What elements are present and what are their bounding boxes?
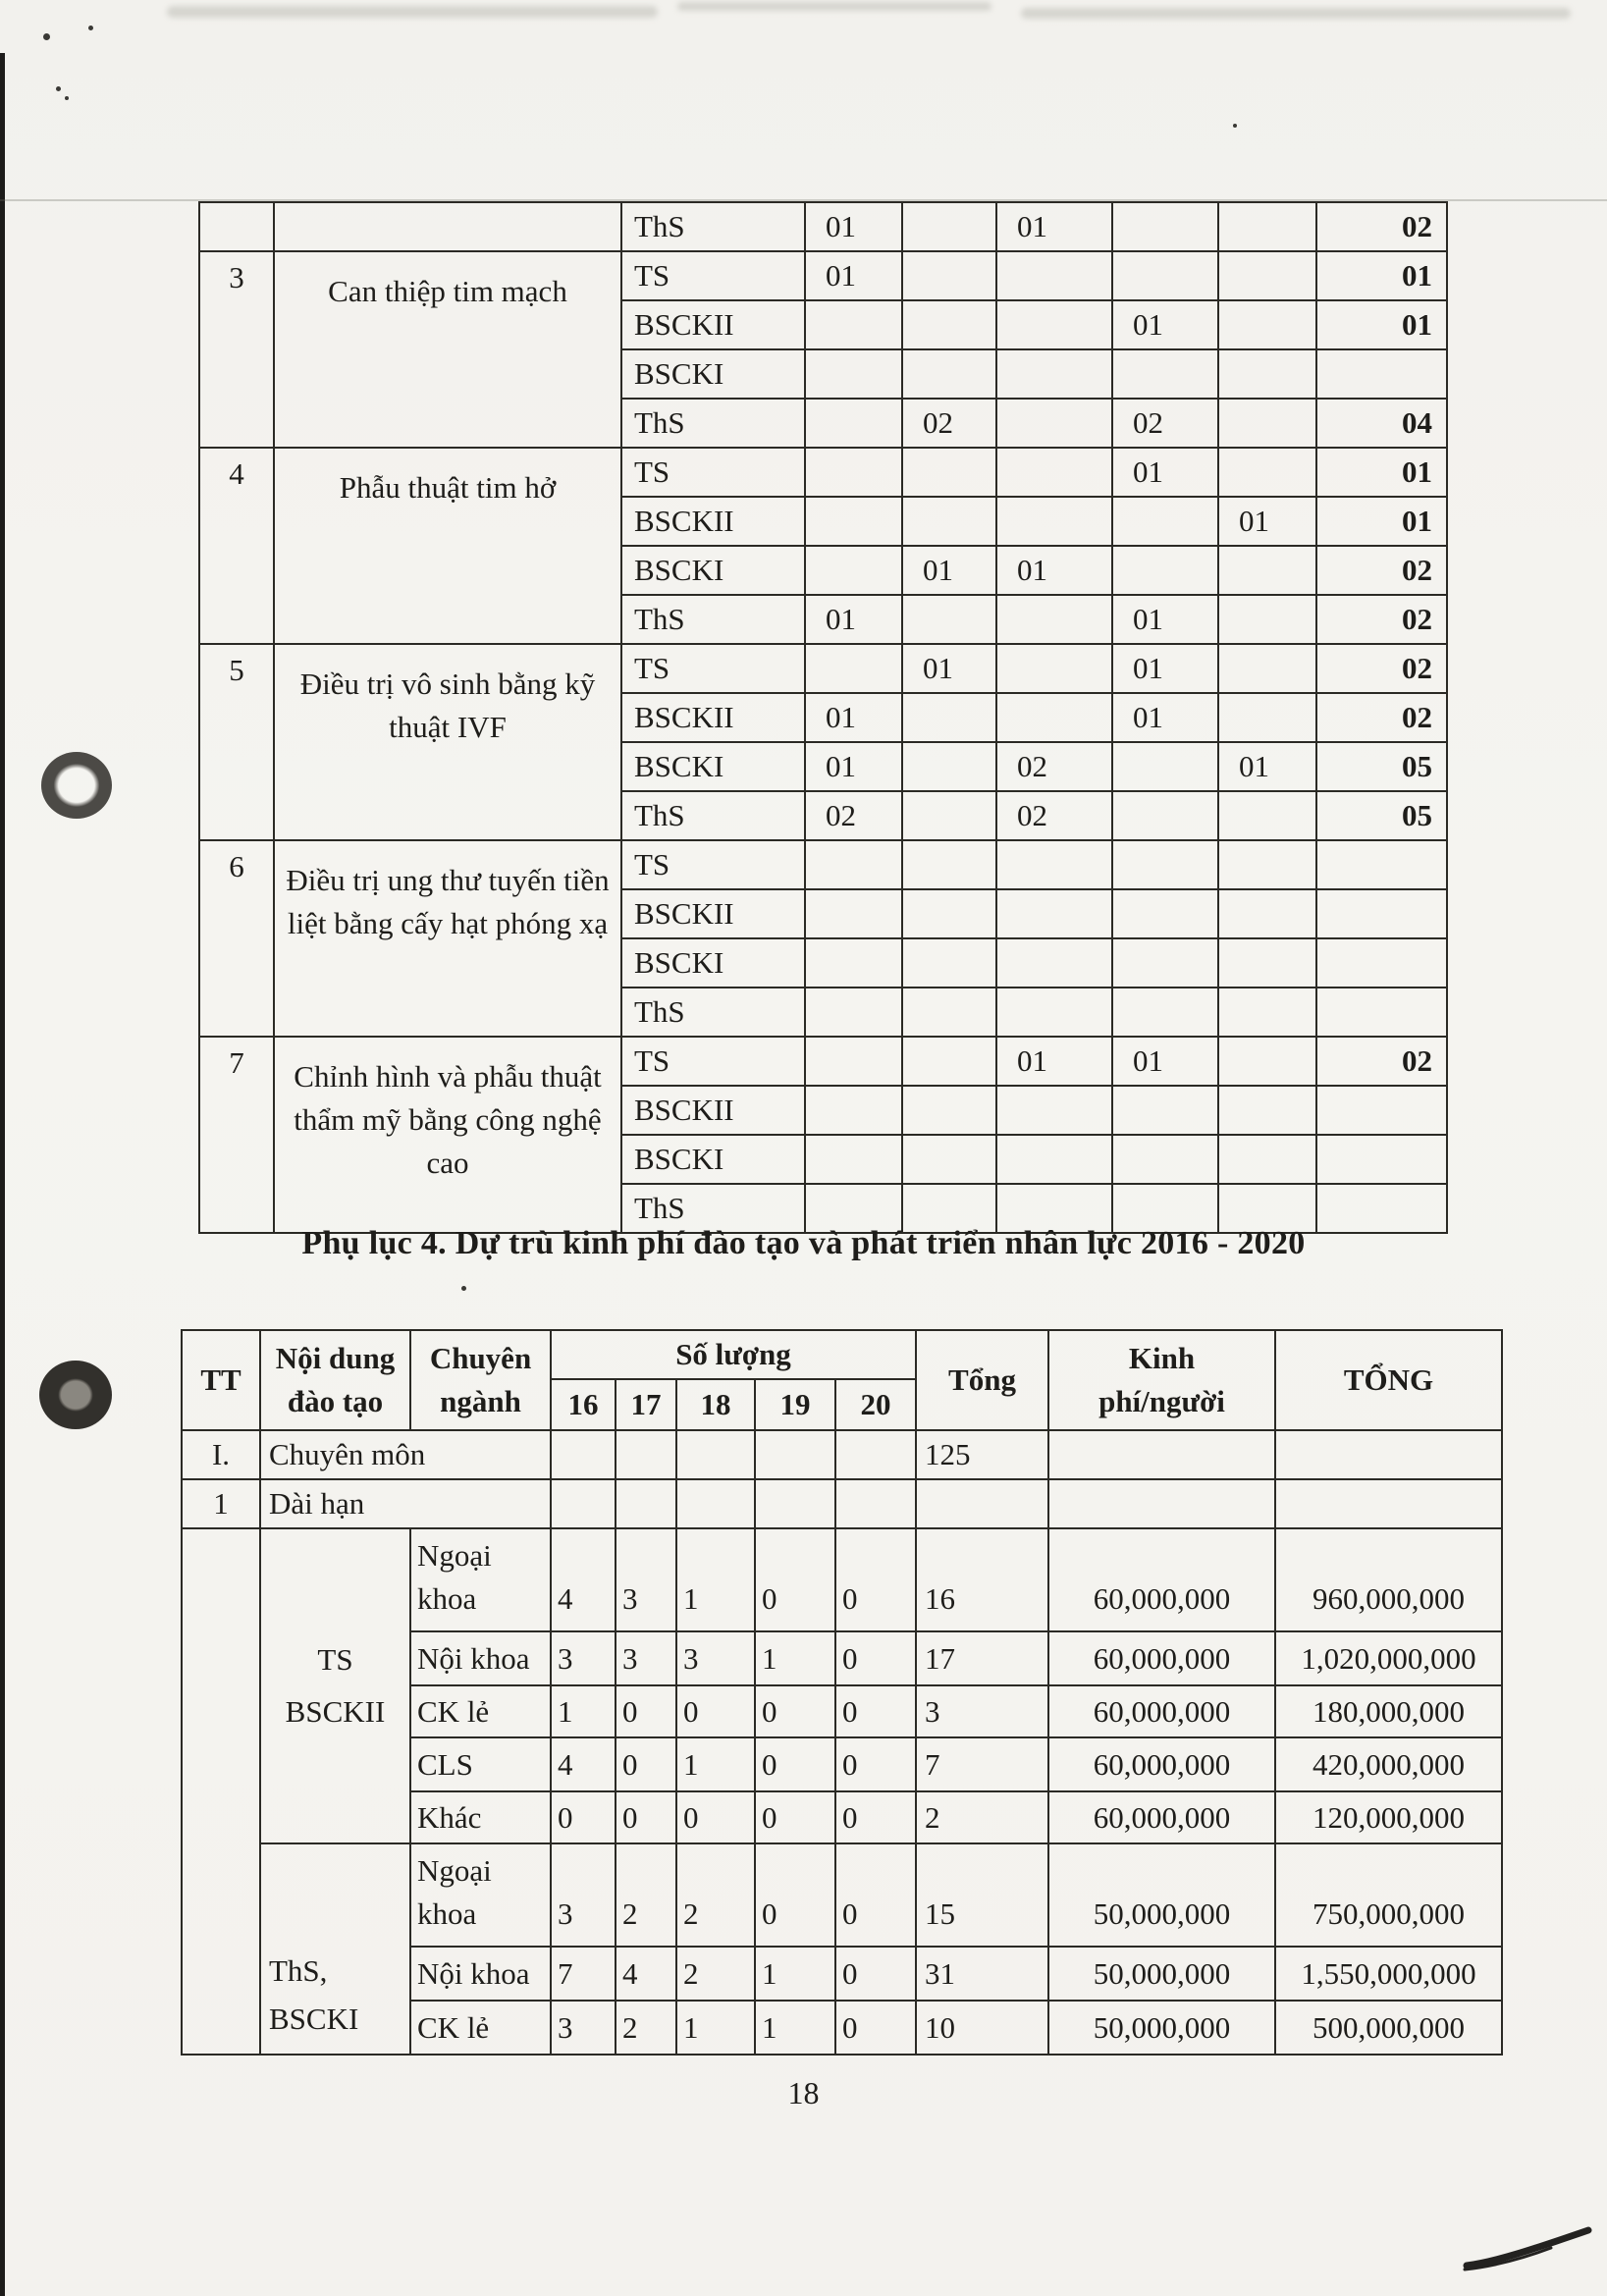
- qty-19-cell: 1: [755, 1631, 835, 1685]
- scan-dot: [65, 96, 69, 100]
- year-20-cell: [1218, 791, 1316, 840]
- header-content: Nội dung đào tạo: [260, 1330, 410, 1430]
- row-total-cell: [1316, 349, 1447, 399]
- year-16-cell: 01: [805, 742, 902, 791]
- row-number-cell: [199, 202, 274, 251]
- cost-per-person-cell: [1048, 1430, 1275, 1479]
- qty-20-cell: [835, 1430, 916, 1479]
- qty-16-cell: [551, 1479, 616, 1528]
- qty-17-cell: 0: [616, 1791, 676, 1843]
- qty-17-cell: 2: [616, 1843, 676, 1947]
- row-total-cell: 01: [1316, 251, 1447, 300]
- qty-16-cell: 0: [551, 1791, 616, 1843]
- year-19-cell: [1112, 742, 1218, 791]
- header-specialty: Chuyên ngành: [410, 1330, 551, 1430]
- header-year-16: 16: [551, 1379, 616, 1430]
- qty-20-cell: 0: [835, 1685, 916, 1737]
- year-20-cell: [1218, 988, 1316, 1037]
- year-16-cell: [805, 546, 902, 595]
- total-qty-cell: 10: [916, 2001, 1048, 2055]
- year-20-cell: [1218, 938, 1316, 988]
- header-tt: TT: [182, 1330, 260, 1430]
- year-18-cell: [996, 988, 1112, 1037]
- total-cost-cell: 500,000,000: [1275, 2001, 1502, 2055]
- year-16-cell: [805, 840, 902, 889]
- year-17-cell: [902, 693, 996, 742]
- year-16-cell: [805, 497, 902, 546]
- degree-cell: ThS: [621, 988, 805, 1037]
- year-19-cell: [1112, 349, 1218, 399]
- year-17-cell: [902, 595, 996, 644]
- year-18-cell: 02: [996, 791, 1112, 840]
- degree-cell: ThS: [621, 399, 805, 448]
- degree-cell: ThS: [621, 202, 805, 251]
- specialty-cell: Khác: [410, 1791, 551, 1843]
- year-16-cell: [805, 349, 902, 399]
- year-17-cell: [902, 938, 996, 988]
- year-17-cell: [902, 742, 996, 791]
- total-cost-cell: 180,000,000: [1275, 1685, 1502, 1737]
- degree-cell: BSCKI: [621, 742, 805, 791]
- year-17-cell: [902, 840, 996, 889]
- qty-19-cell: 0: [755, 1528, 835, 1631]
- total-qty-cell: 17: [916, 1631, 1048, 1685]
- year-17-cell: [902, 251, 996, 300]
- training-plan-table: [198, 201, 1448, 1234]
- program-name-cell: Điều trị ung thư tuyến tiền liệt bằng cấy hạt phóng xạ: [274, 840, 621, 1037]
- year-16-cell: [805, 644, 902, 693]
- year-20-cell: [1218, 251, 1316, 300]
- year-17-cell: [902, 988, 996, 1037]
- qty-16-cell: [551, 1430, 616, 1479]
- total-qty-cell: [916, 1479, 1048, 1528]
- qty-17-cell: [616, 1479, 676, 1528]
- year-19-cell: 01: [1112, 693, 1218, 742]
- year-18-cell: [996, 1086, 1112, 1135]
- qty-18-cell: [676, 1479, 755, 1528]
- year-20-cell: [1218, 693, 1316, 742]
- degree-cell: BSCKII: [621, 693, 805, 742]
- degree-cell: BSCKI: [621, 938, 805, 988]
- row-number-cell: 6: [199, 840, 274, 1037]
- row-total-cell: [1316, 988, 1447, 1037]
- qty-17-cell: 4: [616, 1947, 676, 2001]
- qty-20-cell: 0: [835, 1528, 916, 1631]
- year-20-cell: [1218, 300, 1316, 349]
- content-cell: Dài hạn: [260, 1479, 551, 1528]
- header-cost-per-person: Kinh phí/người: [1048, 1330, 1275, 1430]
- tt-cell: 1: [182, 1479, 260, 1528]
- degree-cell: BSCKII: [621, 889, 805, 938]
- specialty-cell: Ngoại khoa: [410, 1528, 551, 1631]
- row-total-cell: 05: [1316, 791, 1447, 840]
- cost-per-person-cell: [1048, 1479, 1275, 1528]
- year-18-cell: [996, 889, 1112, 938]
- degree-cell: TS: [621, 1037, 805, 1086]
- row-number-cell: 3: [199, 251, 274, 448]
- content-group-cell: ThS, BSCKI: [260, 1843, 410, 2055]
- header-year-19: 19: [755, 1379, 835, 1430]
- year-17-cell: [902, 1037, 996, 1086]
- year-18-cell: [996, 497, 1112, 546]
- year-16-cell: 01: [805, 202, 902, 251]
- header-quantity: Số lượng: [551, 1330, 916, 1379]
- program-name-cell: Can thiệp tim mạch: [274, 251, 621, 448]
- qty-17-cell: 0: [616, 1685, 676, 1737]
- year-19-cell: [1112, 251, 1218, 300]
- cost-per-person-cell: 50,000,000: [1048, 2001, 1275, 2055]
- degree-cell: BSCKII: [621, 1086, 805, 1135]
- year-19-cell: 01: [1112, 595, 1218, 644]
- year-17-cell: [902, 349, 996, 399]
- year-18-cell: [996, 349, 1112, 399]
- qty-18-cell: 0: [676, 1791, 755, 1843]
- year-17-cell: 02: [902, 399, 996, 448]
- year-18-cell: [996, 399, 1112, 448]
- year-16-cell: [805, 1086, 902, 1135]
- year-19-cell: 01: [1112, 1037, 1218, 1086]
- cost-per-person-cell: 60,000,000: [1048, 1791, 1275, 1843]
- scan-dot: [43, 33, 50, 40]
- year-20-cell: [1218, 1037, 1316, 1086]
- year-17-cell: [902, 497, 996, 546]
- year-17-cell: [902, 448, 996, 497]
- year-16-cell: [805, 938, 902, 988]
- row-total-cell: 01: [1316, 448, 1447, 497]
- punch-hole-top: [41, 752, 112, 819]
- total-cost-cell: [1275, 1430, 1502, 1479]
- punch-hole-bottom: [39, 1361, 112, 1429]
- total-qty-cell: 7: [916, 1737, 1048, 1791]
- year-18-cell: 01: [996, 1037, 1112, 1086]
- total-qty-cell: 2: [916, 1791, 1048, 1843]
- qty-20-cell: 0: [835, 1631, 916, 1685]
- year-19-cell: [1112, 546, 1218, 595]
- qty-19-cell: 0: [755, 1737, 835, 1791]
- program-name-cell: Chỉnh hình và phẫu thuật thẩm mỹ bằng công nghệ cao: [274, 1037, 621, 1233]
- year-18-cell: [996, 595, 1112, 644]
- total-qty-cell: 125: [916, 1430, 1048, 1479]
- qty-20-cell: 0: [835, 1737, 916, 1791]
- row-total-cell: 02: [1316, 1037, 1447, 1086]
- row-total-cell: 01: [1316, 300, 1447, 349]
- year-18-cell: 01: [996, 202, 1112, 251]
- tt-cell: [182, 1528, 260, 2055]
- qty-20-cell: 0: [835, 2001, 916, 2055]
- row-total-cell: 01: [1316, 497, 1447, 546]
- year-19-cell: [1112, 840, 1218, 889]
- total-qty-cell: 31: [916, 1947, 1048, 2001]
- content-group-cell: TS BSCKII: [260, 1528, 410, 1843]
- year-18-cell: [996, 840, 1112, 889]
- qty-19-cell: 1: [755, 1947, 835, 2001]
- qty-17-cell: 0: [616, 1737, 676, 1791]
- year-19-cell: [1112, 497, 1218, 546]
- qty-20-cell: 0: [835, 1843, 916, 1947]
- total-qty-cell: 3: [916, 1685, 1048, 1737]
- qty-16-cell: 4: [551, 1528, 616, 1631]
- year-20-cell: 01: [1218, 742, 1316, 791]
- total-cost-cell: 1,020,000,000: [1275, 1631, 1502, 1685]
- cost-per-person-cell: 60,000,000: [1048, 1737, 1275, 1791]
- qty-20-cell: [835, 1479, 916, 1528]
- year-17-cell: 01: [902, 546, 996, 595]
- year-20-cell: [1218, 1135, 1316, 1184]
- total-cost-cell: 750,000,000: [1275, 1843, 1502, 1947]
- year-18-cell: [996, 1135, 1112, 1184]
- row-total-cell: 02: [1316, 595, 1447, 644]
- degree-cell: BSCKII: [621, 497, 805, 546]
- year-19-cell: [1112, 889, 1218, 938]
- year-19-cell: 01: [1112, 300, 1218, 349]
- degree-cell: TS: [621, 644, 805, 693]
- program-name-cell: Phẫu thuật tim hở: [274, 448, 621, 644]
- year-20-cell: [1218, 399, 1316, 448]
- header-year-18: 18: [676, 1379, 755, 1430]
- degree-cell: BSCKII: [621, 300, 805, 349]
- specialty-cell: Nội khoa: [410, 1631, 551, 1685]
- row-total-cell: 05: [1316, 742, 1447, 791]
- row-total-cell: 02: [1316, 546, 1447, 595]
- specialty-cell: CLS: [410, 1737, 551, 1791]
- content-cell: Chuyên môn: [260, 1430, 551, 1479]
- year-20-cell: [1218, 840, 1316, 889]
- qty-16-cell: 1: [551, 1685, 616, 1737]
- year-16-cell: [805, 1037, 902, 1086]
- total-qty-cell: 16: [916, 1528, 1048, 1631]
- total-cost-cell: 960,000,000: [1275, 1528, 1502, 1631]
- year-19-cell: [1112, 988, 1218, 1037]
- row-total-cell: 02: [1316, 693, 1447, 742]
- program-name-cell: [274, 202, 621, 251]
- cost-per-person-cell: 50,000,000: [1048, 1947, 1275, 2001]
- degree-cell: TS: [621, 448, 805, 497]
- program-name-cell: Điều trị vô sinh bằng kỹ thuật IVF: [274, 644, 621, 840]
- cost-per-person-cell: 60,000,000: [1048, 1528, 1275, 1631]
- pen-mark: [1463, 2224, 1594, 2273]
- scan-smudge: [167, 6, 658, 18]
- year-19-cell: 01: [1112, 448, 1218, 497]
- qty-18-cell: 0: [676, 1685, 755, 1737]
- total-cost-cell: 120,000,000: [1275, 1791, 1502, 1843]
- year-16-cell: [805, 399, 902, 448]
- year-20-cell: [1218, 202, 1316, 251]
- tt-cell: I.: [182, 1430, 260, 1479]
- specialty-cell: CK lẻ: [410, 2001, 551, 2055]
- year-18-cell: [996, 644, 1112, 693]
- header-grand-total: TỔNG: [1275, 1330, 1502, 1430]
- qty-17-cell: 3: [616, 1528, 676, 1631]
- year-19-cell: [1112, 938, 1218, 988]
- year-19-cell: [1112, 202, 1218, 251]
- row-total-cell: 04: [1316, 399, 1447, 448]
- year-16-cell: 01: [805, 595, 902, 644]
- specialty-cell: Nội khoa: [410, 1947, 551, 2001]
- year-19-cell: 02: [1112, 399, 1218, 448]
- year-20-cell: [1218, 644, 1316, 693]
- year-18-cell: 01: [996, 546, 1112, 595]
- row-number-cell: 4: [199, 448, 274, 644]
- year-18-cell: 02: [996, 742, 1112, 791]
- year-16-cell: [805, 300, 902, 349]
- scan-smudge: [677, 2, 991, 11]
- header-year-20: 20: [835, 1379, 916, 1430]
- year-17-cell: [902, 1135, 996, 1184]
- degree-cell: ThS: [621, 595, 805, 644]
- qty-16-cell: 3: [551, 2001, 616, 2055]
- total-cost-cell: [1275, 1479, 1502, 1528]
- total-cost-cell: 1,550,000,000: [1275, 1947, 1502, 2001]
- year-20-cell: [1218, 349, 1316, 399]
- year-16-cell: 02: [805, 791, 902, 840]
- scan-dot: [88, 26, 93, 30]
- qty-19-cell: 0: [755, 1843, 835, 1947]
- row-number-cell: 7: [199, 1037, 274, 1233]
- header-year-17: 17: [616, 1379, 676, 1430]
- qty-18-cell: [676, 1430, 755, 1479]
- qty-17-cell: 3: [616, 1631, 676, 1685]
- scan-dot: [56, 86, 61, 91]
- year-18-cell: [996, 448, 1112, 497]
- year-16-cell: 01: [805, 251, 902, 300]
- qty-18-cell: 2: [676, 1947, 755, 2001]
- degree-cell: BSCKI: [621, 1135, 805, 1184]
- year-19-cell: [1112, 791, 1218, 840]
- qty-16-cell: 3: [551, 1631, 616, 1685]
- cost-per-person-cell: 50,000,000: [1048, 1843, 1275, 1947]
- year-20-cell: [1218, 1086, 1316, 1135]
- year-16-cell: [805, 988, 902, 1037]
- total-qty-cell: 15: [916, 1843, 1048, 1947]
- specialty-cell: Ngoại khoa: [410, 1843, 551, 1947]
- year-20-cell: [1218, 546, 1316, 595]
- year-20-cell: [1218, 595, 1316, 644]
- year-18-cell: [996, 693, 1112, 742]
- year-17-cell: 01: [902, 644, 996, 693]
- qty-17-cell: 2: [616, 2001, 676, 2055]
- qty-16-cell: 4: [551, 1737, 616, 1791]
- qty-16-cell: 7: [551, 1947, 616, 2001]
- qty-19-cell: [755, 1430, 835, 1479]
- specialty-cell: CK lẻ: [410, 1685, 551, 1737]
- total-cost-cell: 420,000,000: [1275, 1737, 1502, 1791]
- qty-18-cell: 2: [676, 1843, 755, 1947]
- qty-19-cell: 0: [755, 1685, 835, 1737]
- qty-20-cell: 0: [835, 1947, 916, 2001]
- degree-cell: BSCKI: [621, 546, 805, 595]
- row-total-cell: [1316, 840, 1447, 889]
- row-total-cell: [1316, 1086, 1447, 1135]
- scan-edge-line: [0, 53, 5, 2296]
- cost-per-person-cell: 60,000,000: [1048, 1631, 1275, 1685]
- page-number: 18: [787, 2075, 820, 2110]
- degree-cell: BSCKI: [621, 349, 805, 399]
- degree-cell: TS: [621, 840, 805, 889]
- year-17-cell: [902, 300, 996, 349]
- degree-cell: TS: [621, 251, 805, 300]
- header-total-qty: Tổng: [916, 1330, 1048, 1430]
- cost-per-person-cell: 60,000,000: [1048, 1685, 1275, 1737]
- qty-19-cell: 1: [755, 2001, 835, 2055]
- degree-cell: ThS: [621, 791, 805, 840]
- scan-dot: [1233, 124, 1237, 128]
- degree-cell: ThS: [621, 1184, 805, 1233]
- year-20-cell: [1218, 448, 1316, 497]
- qty-16-cell: 3: [551, 1843, 616, 1947]
- year-19-cell: [1112, 1135, 1218, 1184]
- year-17-cell: [902, 1086, 996, 1135]
- year-18-cell: [996, 251, 1112, 300]
- year-16-cell: [805, 889, 902, 938]
- qty-19-cell: [755, 1479, 835, 1528]
- row-total-cell: [1316, 889, 1447, 938]
- row-total-cell: 02: [1316, 644, 1447, 693]
- qty-18-cell: 3: [676, 1631, 755, 1685]
- budget-table: [181, 1329, 1503, 2056]
- year-16-cell: 01: [805, 693, 902, 742]
- year-18-cell: [996, 300, 1112, 349]
- row-total-cell: [1316, 938, 1447, 988]
- year-19-cell: [1112, 1086, 1218, 1135]
- year-20-cell: [1218, 889, 1316, 938]
- row-total-cell: 02: [1316, 202, 1447, 251]
- scan-dot: [461, 1286, 466, 1291]
- year-17-cell: [902, 202, 996, 251]
- row-total-cell: [1316, 1135, 1447, 1184]
- year-17-cell: [902, 889, 996, 938]
- row-number-cell: 5: [199, 644, 274, 840]
- year-16-cell: [805, 448, 902, 497]
- year-20-cell: 01: [1218, 497, 1316, 546]
- year-16-cell: [805, 1135, 902, 1184]
- year-18-cell: [996, 938, 1112, 988]
- appendix-title: Phụ lục 4. Dự trù kinh phí đào tạo và phát triển nhân lực 2016 - 2020: [301, 1225, 1306, 1261]
- year-17-cell: [902, 791, 996, 840]
- qty-18-cell: 1: [676, 1737, 755, 1791]
- qty-19-cell: 0: [755, 1791, 835, 1843]
- qty-18-cell: 1: [676, 1528, 755, 1631]
- qty-20-cell: 0: [835, 1791, 916, 1843]
- qty-17-cell: [616, 1430, 676, 1479]
- year-19-cell: 01: [1112, 644, 1218, 693]
- qty-18-cell: 1: [676, 2001, 755, 2055]
- scan-smudge: [1021, 8, 1571, 19]
